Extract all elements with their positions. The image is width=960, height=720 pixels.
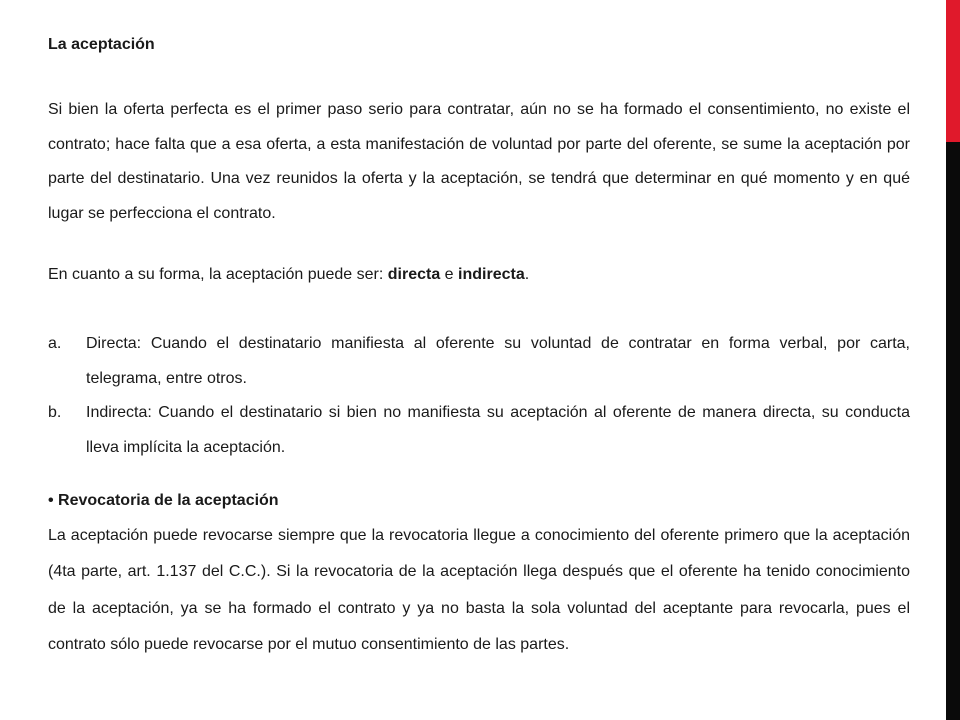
list-marker-b: b. (48, 404, 62, 421)
forma-connector: e (440, 266, 459, 283)
forma-suffix: . (524, 266, 530, 283)
list-marker-a: a. (48, 335, 62, 352)
term-directa: directa (387, 266, 441, 283)
term-indirecta: indirecta (458, 266, 525, 283)
revocatoria-paragraph: La aceptación puede revocarse siempre que la revocatoria llegue a conocimiento del oferente primero que la aceptación (4ta parte, art. 1.137 del C.C.). Si la revocatoria de la aceptación llega después que el oferente ha tenido conocimiento de la aceptación, ya se ha formado el contrato y ya no basta la sola voluntad del aceptante para revocarla, pues el contrato sólo puede revocarse por el mutuo consentimiento de las partes. (48, 527, 910, 653)
forma-prefix: En cuanto a su forma, la aceptación puede ser: (48, 266, 388, 283)
side-accent-bar-black (946, 142, 960, 720)
list-item-indirecta (48, 396, 910, 465)
slide-title: La aceptación (48, 36, 155, 53)
revocatoria-heading: • Revocatoria de la aceptación (48, 492, 279, 509)
intro-paragraph: Si bien la oferta perfecta es el primer paso serio para contratar, aún no se ha formado el consentimiento, no existe el contrato; hace falta que a esa oferta, a esta manifestación de voluntad por parte del oferente, se sume la aceptación por parte del destinatario. Una vez reunidos la oferta y la aceptación, se tendrá que determinar en qué momento y en qué lugar se perfecciona el contrato. (48, 101, 910, 222)
forma-list-a (48, 327, 910, 396)
forma-paragraph (48, 264, 910, 286)
list-item-directa (48, 327, 910, 396)
side-accent-bar-red (946, 0, 960, 142)
list-text-directa: Directa: Cuando el destinatario manifiesta al oferente su voluntad de contratar en forma verbal, por carta, telegrama, entre otros. (86, 335, 910, 387)
forma-list-b (48, 396, 910, 465)
list-text-indirecta: Indirecta: Cuando el destinatario si bien no manifiesta su aceptación al oferente de manera directa, su conducta lleva implícita la aceptación. (86, 404, 910, 456)
